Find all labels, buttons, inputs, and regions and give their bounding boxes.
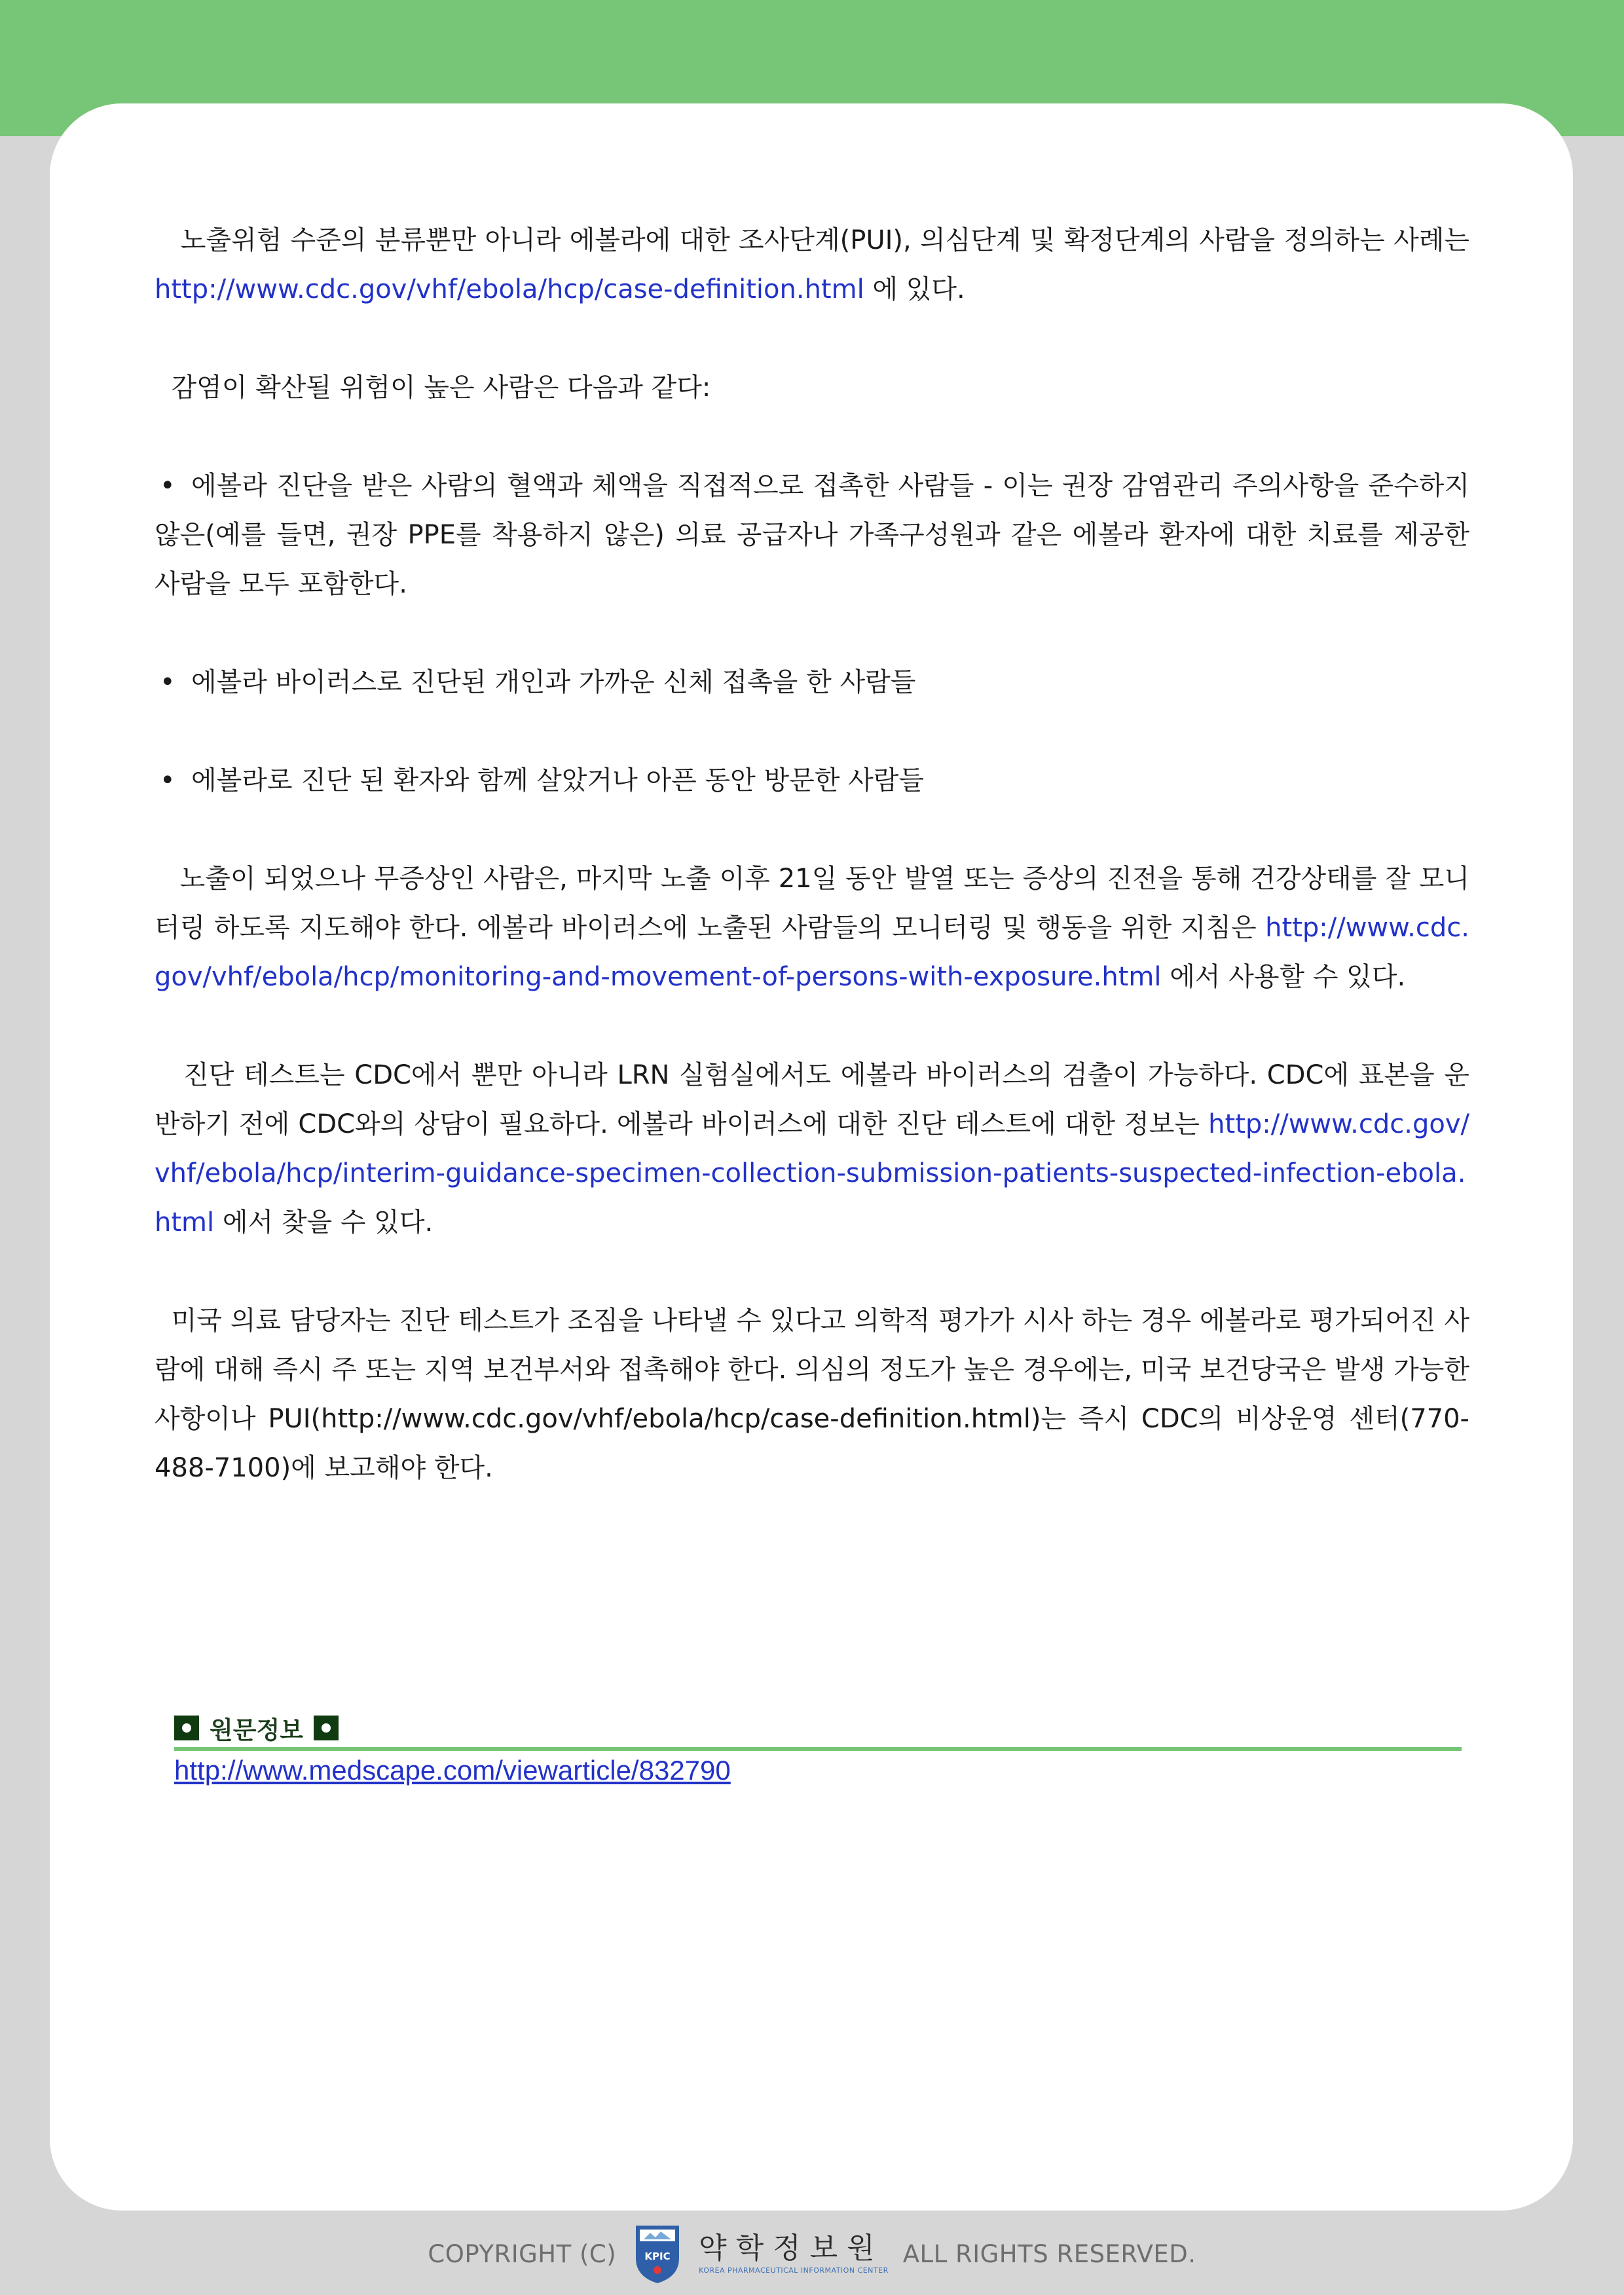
source-heading (174, 1712, 1462, 1744)
bullet-icon: • (160, 765, 175, 796)
bullet-text: 에볼라 진단을 받은 사람의 혈액과 체액을 직접적으로 접촉한 사람들 - 이는 권장 감염관리 주의사항을 준수하지 않은(예를 들면, 권장 PPE를 착용하지 않은) 의료 공급자나 가족구성원과 같은 에볼라 환자에 대한 치료를 제공한 사람을 모두 포함한다. (155, 471, 1469, 599)
rights-text: ALL RIGHTS RESERVED. (902, 2239, 1196, 2268)
paragraph-case-definition (155, 216, 1469, 314)
paragraph-reporting: 미국 의료 담당자는 진단 테스트가 조짐을 나타낼 수 있다고 의학적 평가가 시사 하는 경우 에볼라로 평가되어진 사람에 대해 즉시 주 또는 지역 보건부서와 접촉해야 한다. 의심의 정도가 높은 경우에는, 미국 보건당국은 발생 가능한 사항이나 PUI(http://www.cdc.gov/vhf/ebola/hcp/case-definition.html)는 즉시 CDC의 비상운영 센터(770-488-7100)에 보고해야 한다. (155, 1306, 1469, 1483)
paragraph-text: 진단 테스트는 CDC에서 뿐만 아니라 LRN 실험실에서도 에볼라 바이러스의 검출이 가능하다. CDC에 표본을 운반하기 전에 CDC와의 상담이 필요하다. 에볼라 바이러스에 대한 진단 테스트에 대한 정보는 (155, 1060, 1469, 1139)
paragraph-text: 에 있다. (864, 274, 965, 304)
logo-text: KPIC (644, 2250, 671, 2262)
square-bullet-icon (314, 1716, 339, 1740)
case-definition-link[interactable]: http://www.cdc.gov/vhf/ebola/hcp/case-definition.html (155, 274, 864, 304)
paragraph-text: 노출이 되었으나 무증상인 사람은, 마지막 노출 이후 21일 동안 발열 또는 증상의 진전을 통해 건강상태를 잘 모니터링 하도록 지도해야 한다. 에볼라 바이러스에 노출된 사람들의 모니터링 및 행동을 위한 지침은 (155, 864, 1469, 943)
bullet-text: 에볼라로 진단 된 환자와 함께 살았거나 아픈 동안 방문한 사람들 (191, 765, 925, 796)
org-name-english: KOREA PHARMACEUTICAL INFORMATION CENTER (699, 2266, 889, 2275)
bullet-item (155, 756, 1469, 805)
paragraph-text: 에서 사용할 수 있다. (1161, 962, 1406, 992)
paragraph-diagnostic-testing (155, 1051, 1469, 1247)
org-block (699, 2231, 889, 2275)
specimen-collection-link[interactable]: http://www.cdc.gov/vhf/ebola/hcp/interim-guidance-specimen-collection-submission-patients-suspected-infection-ebola.html (155, 1109, 1469, 1238)
paragraph-monitoring (155, 854, 1469, 1002)
org-name: 약학정보원 (699, 2231, 884, 2265)
copyright-text: COPYRIGHT (C) (428, 2239, 617, 2268)
paragraph-text: 노출위험 수준의 분류뿐만 아니라 에볼라에 대한 조사단계(PUI), 의심단계 및 확정단계의 사람을 정의하는 사례는 (180, 225, 1469, 255)
source-heading-label: 원문정보 (210, 1716, 303, 1744)
paragraph-high-risk-intro: 감염이 확산될 위험이 높은 사람은 다음과 같다: (171, 373, 711, 403)
bullet-icon: • (160, 471, 175, 501)
source-url-link[interactable]: http://www.medscape.com/viewarticle/832790 (174, 1755, 731, 1786)
source-divider (174, 1747, 1462, 1751)
bullet-text: 에볼라 바이러스로 진단된 개인과 가까운 신체 접촉을 한 사람들 (191, 667, 916, 697)
source-info (174, 1712, 1462, 1789)
paragraph-text: 에서 찾을 수 있다. (214, 1207, 434, 1238)
bullet-item (155, 658, 1469, 707)
bullet-icon: • (160, 667, 175, 697)
article-body (155, 216, 1469, 1493)
footer (0, 2221, 1624, 2286)
bullet-item (155, 462, 1469, 609)
monitoring-guidance-link[interactable]: http://www.cdc.gov/vhf/ebola/hcp/monitoring-and-movement-of-persons-with-exposure.html (155, 913, 1469, 992)
square-bullet-icon (174, 1716, 199, 1740)
kpic-logo-icon (631, 2222, 684, 2286)
